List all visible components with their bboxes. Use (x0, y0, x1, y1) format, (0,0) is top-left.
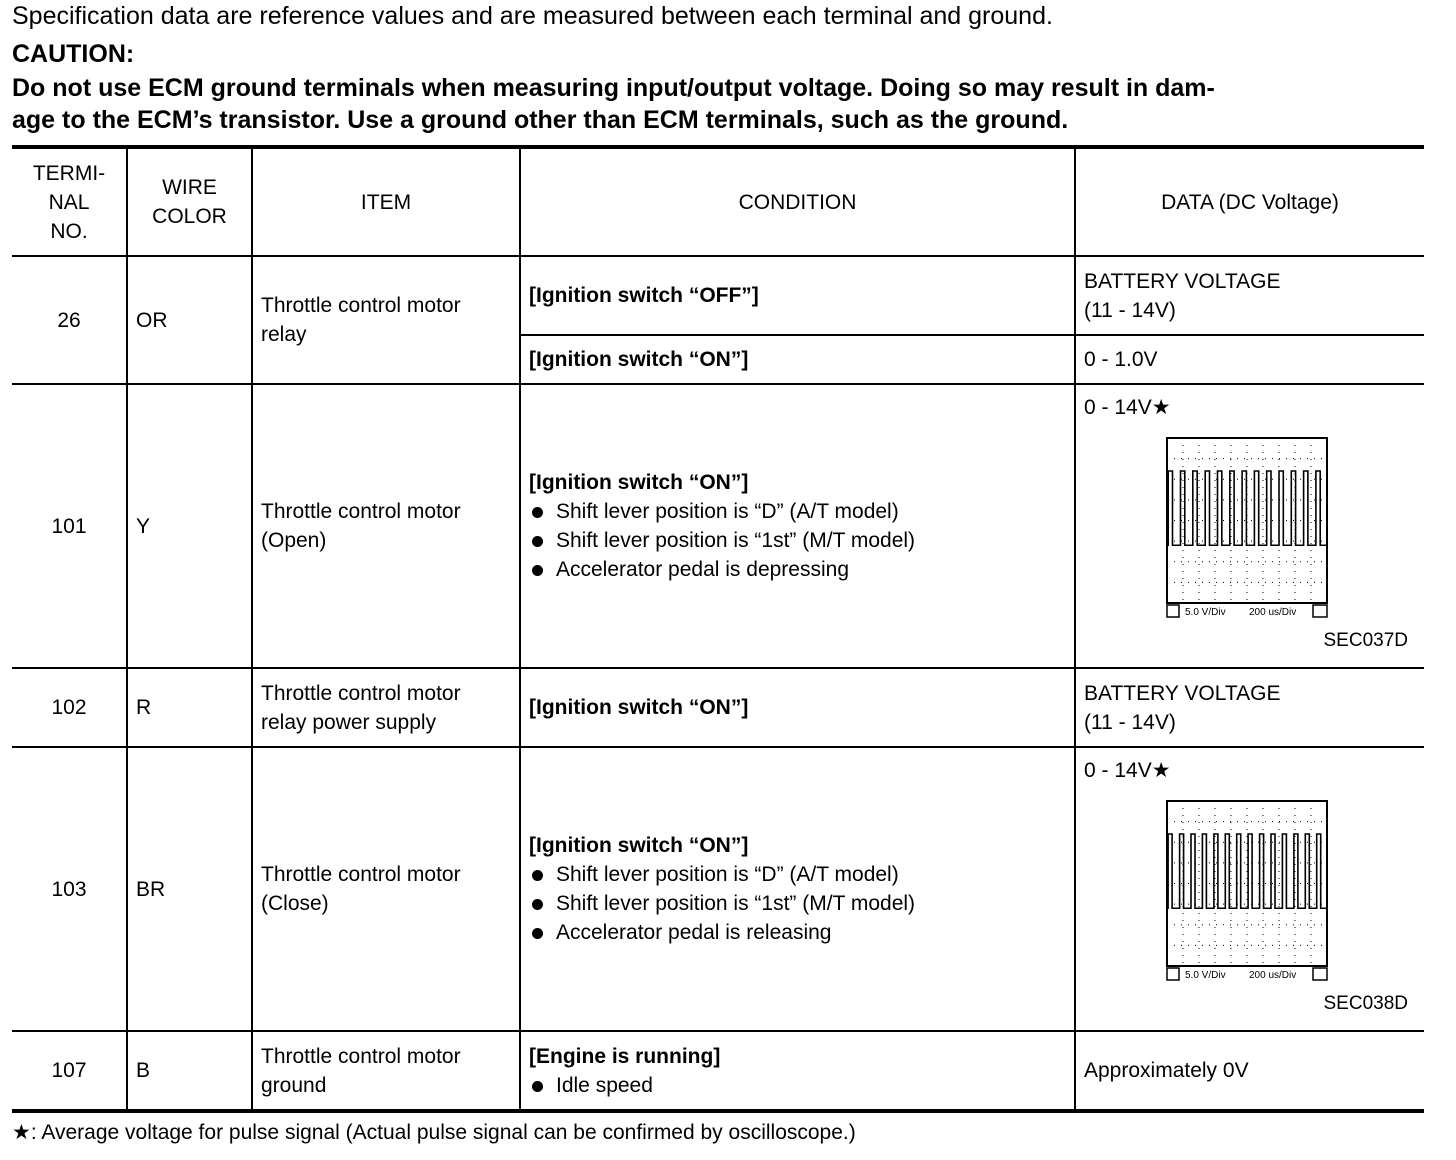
item (252, 384, 520, 668)
header-wire-line: COLOR (152, 205, 227, 228)
terminal-no: 101 (12, 384, 127, 668)
condition (520, 256, 1075, 335)
table-row (12, 747, 1424, 1031)
data-value (1075, 668, 1424, 747)
item: Throttle control motor relay (252, 256, 520, 384)
scope-time-div: 200 us/Div (1249, 970, 1297, 981)
item-line: ground (261, 1073, 327, 1097)
condition-list (529, 860, 1066, 947)
condition-heading: [Engine is running] (529, 1044, 721, 1068)
table-row (12, 256, 1424, 335)
list-item: Shift lever position is “1st” (M/T model) (529, 526, 1066, 555)
header-terminal (12, 147, 127, 256)
data-line: (11 - 14V) (1084, 710, 1176, 734)
item-line: Throttle control motor (261, 863, 461, 886)
condition (520, 335, 1075, 384)
data-value (1075, 256, 1424, 335)
condition (520, 1031, 1075, 1111)
header-data: DATA (DC Voltage) (1075, 147, 1424, 256)
trigger-icon (1313, 605, 1327, 617)
scope-time-div: 200 us/Div (1249, 607, 1297, 618)
terminal-no: 26 (12, 256, 127, 384)
intro-text: Specification data are reference values and are measured between each terminal and ground. (12, 2, 1053, 30)
terminal-no: 103 (12, 747, 127, 1031)
terminal-spec-table (12, 145, 1424, 1113)
item-line: (Close) (261, 892, 329, 915)
condition-heading: [Ignition switch “ON”] (529, 348, 749, 371)
condition-list (529, 497, 1066, 584)
table-row (12, 668, 1424, 747)
list-item: Shift lever position is “1st” (M/T model) (529, 889, 1066, 918)
wire-color: B (127, 1031, 252, 1111)
figure-code: SEC038D (1323, 993, 1408, 1014)
terminal-no: 102 (12, 668, 127, 747)
oscilloscope-waveform (1166, 437, 1330, 619)
condition-heading: [Ignition switch “ON”] (529, 471, 749, 494)
item-line: relay power supply (261, 710, 437, 734)
data-line: 0 - 14V★ (1084, 759, 1171, 782)
terminal-no: 107 (12, 1031, 127, 1111)
data-line: BATTERY VOLTAGE (1084, 681, 1281, 705)
list-item: Shift lever position is “D” (A/T model) (529, 860, 1066, 889)
oscilloscope-waveform (1166, 800, 1330, 982)
channel-icon (1167, 968, 1179, 980)
caution-text (12, 72, 1424, 136)
header-terminal-line: NAL (48, 190, 90, 214)
item-line: Throttle control motor (261, 681, 461, 705)
list-item: Shift lever position is “D” (A/T model) (529, 497, 1066, 526)
condition (520, 747, 1075, 1031)
table-row (12, 384, 1424, 668)
trigger-icon (1313, 968, 1327, 980)
item-line: Throttle control motor (261, 1044, 461, 1068)
caution-line-2: age to the ECM’s transistor. Use a ground other than ECM terminals, such as the ground. (12, 106, 1069, 134)
item (252, 747, 520, 1031)
data-line: 0 - 14V★ (1084, 396, 1171, 419)
condition-heading: [Ignition switch “ON”] (529, 834, 749, 857)
figure-code: SEC037D (1323, 630, 1408, 651)
wire-color: Y (127, 384, 252, 668)
header-wire-color (127, 147, 252, 256)
condition (520, 668, 1075, 747)
list-item: Accelerator pedal is releasing (529, 918, 1066, 947)
data-line: BATTERY VOLTAGE (1084, 269, 1281, 293)
scope-volt-div: 5.0 V/Div (1185, 970, 1226, 981)
data-value (1075, 384, 1424, 668)
wire-color: OR (127, 256, 252, 384)
item-line: Throttle control motor (261, 500, 461, 523)
header-condition: CONDITION (520, 147, 1075, 256)
header-wire-line: WIRE (162, 176, 217, 199)
header-terminal-line: TERMI- (32, 161, 106, 185)
condition (520, 384, 1075, 668)
caution-line-1: Do not use ECM ground terminals when measuring input/output voltage. Doing so may result in dam- (12, 74, 1215, 102)
data-value: Approximately 0V (1075, 1031, 1424, 1111)
wire-color: R (127, 668, 252, 747)
data-line: (11 - 14V) (1084, 298, 1176, 322)
header-terminal-line: NO. (50, 219, 88, 243)
header-item: ITEM (252, 147, 520, 256)
condition-list (529, 1071, 1066, 1100)
caution-title: CAUTION: (12, 40, 135, 68)
condition-heading: [Ignition switch “OFF”] (529, 284, 759, 307)
item-line: (Open) (261, 529, 327, 552)
header-row (12, 147, 1424, 256)
channel-icon (1167, 605, 1179, 617)
condition-heading: [Ignition switch “ON”] (529, 696, 749, 719)
table-row (12, 1031, 1424, 1111)
list-item: Accelerator pedal is depressing (529, 555, 1066, 584)
item (252, 668, 520, 747)
scope-volt-div: 5.0 V/Div (1185, 607, 1226, 618)
item (252, 1031, 520, 1111)
wire-color: BR (127, 747, 252, 1031)
data-value (1075, 747, 1424, 1031)
list-item: Idle speed (529, 1071, 1066, 1100)
footnote: ★: Average voltage for pulse signal (Actual pulse signal can be confirmed by oscilloscope.) (12, 1121, 856, 1144)
data-value: 0 - 1.0V (1075, 335, 1424, 384)
